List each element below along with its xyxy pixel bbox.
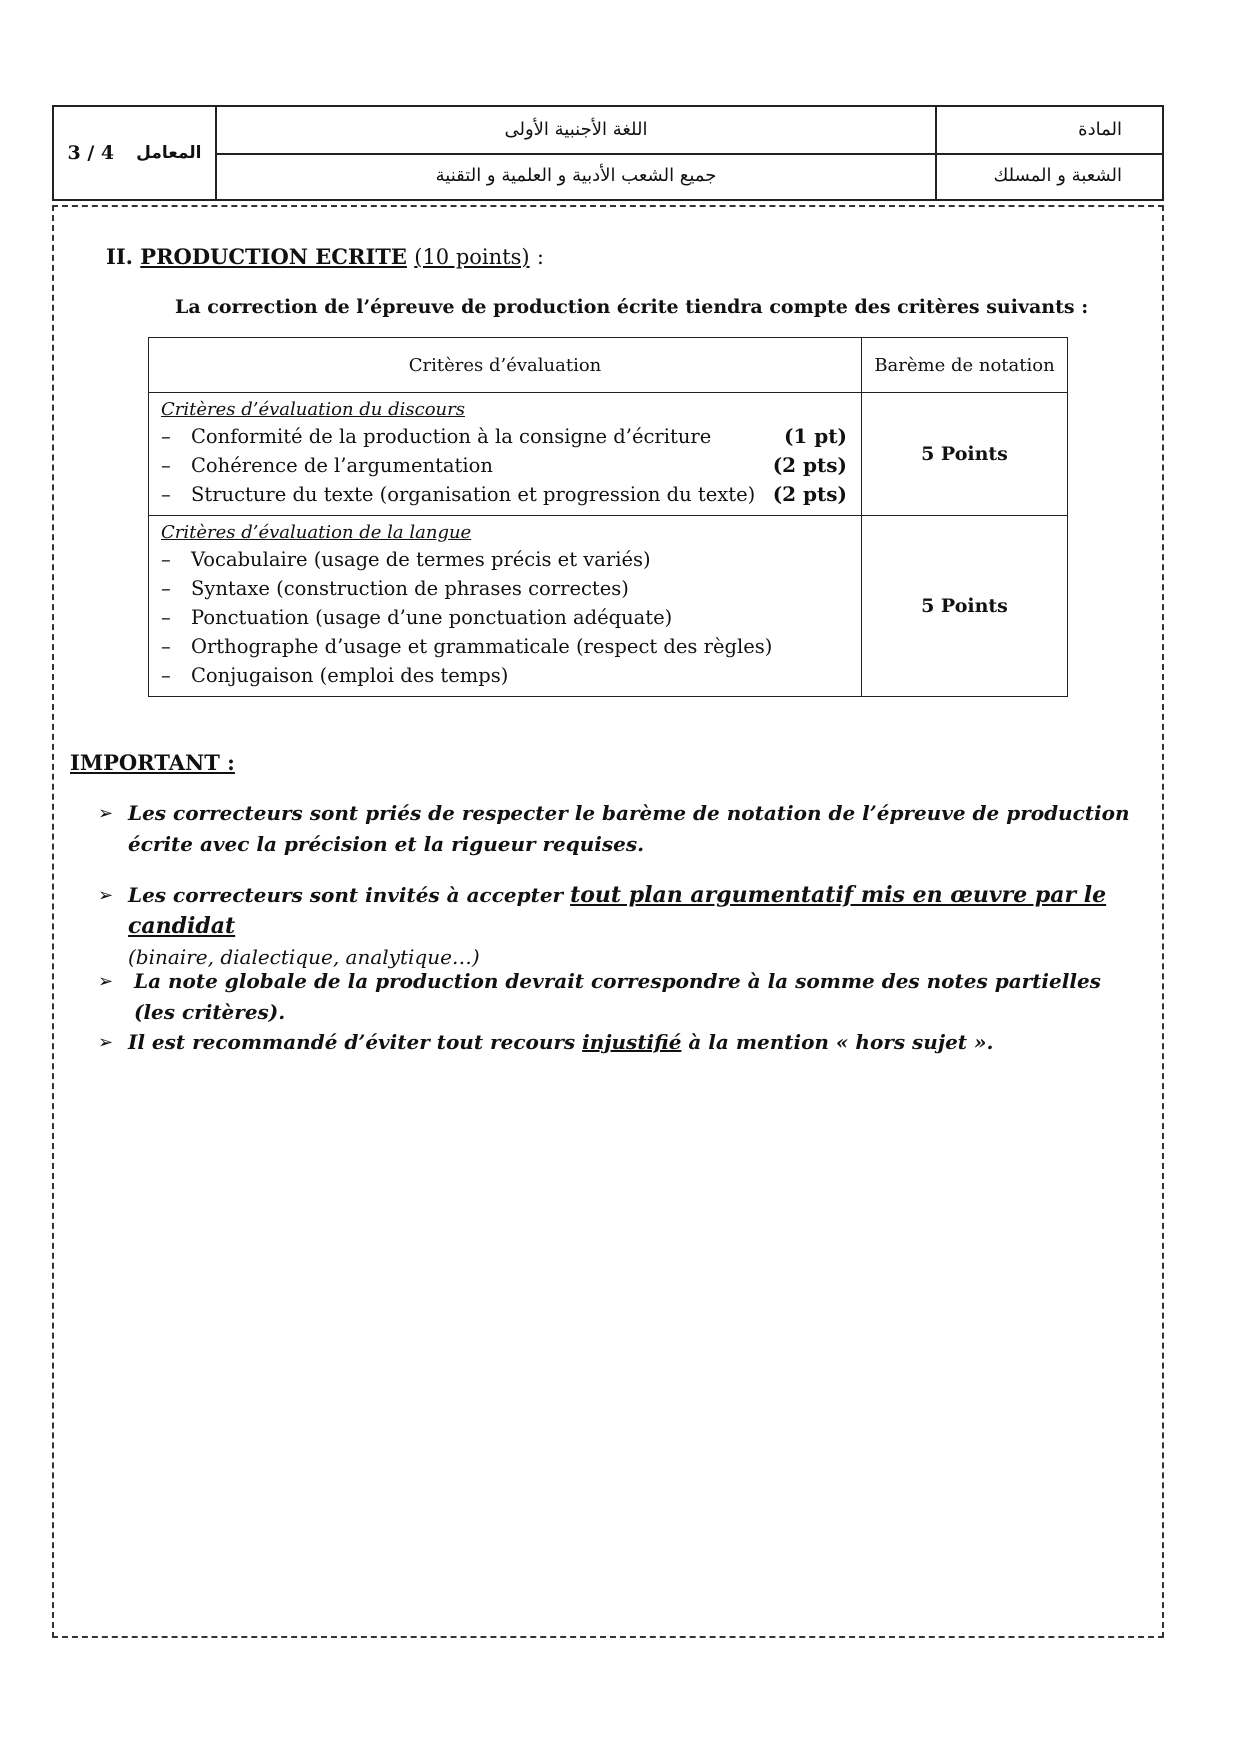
list-item: – Conformité de la production à la consigne d’écriture (1 pt) bbox=[161, 422, 853, 451]
list-item: – Conjugaison (emploi des temps) bbox=[161, 661, 853, 690]
group-discourse bbox=[149, 393, 862, 516]
coefficient-label: المعامل bbox=[136, 143, 202, 163]
item-text: Cohérence de l’argumentation bbox=[191, 454, 493, 477]
note-text-part: Les correcteurs sont invités à accepter bbox=[128, 883, 571, 907]
group-title: Critères d’évaluation de la langue bbox=[161, 522, 472, 543]
list-item: – Vocabulaire (usage de termes précis et variés) bbox=[161, 545, 853, 574]
note-text bbox=[98, 1027, 1138, 1058]
group-title: Critères d’évaluation du discours bbox=[161, 399, 465, 420]
item-text: Orthographe d’usage et grammaticale (respect des règles) bbox=[191, 635, 773, 658]
note-2 bbox=[98, 880, 1138, 973]
item-text: Syntaxe (construction de phrases correctes) bbox=[191, 577, 629, 600]
list-item: – Syntaxe (construction de phrases correctes) bbox=[161, 574, 853, 603]
coefficient-value: 3 / 4 bbox=[67, 142, 115, 164]
note-underlined: tout plan argumentatif mis en œuvre par le candidat bbox=[128, 882, 1107, 939]
list-item: – Cohérence de l’argumentation (2 pts) bbox=[161, 451, 853, 480]
subject-value: اللغة الأجنبية الأولى bbox=[504, 119, 648, 140]
stream-value: جميع الشعب الأدبية و العلمية و التقنية bbox=[435, 165, 717, 186]
item-score: (1 pt) bbox=[783, 424, 847, 448]
item-text: Conformité de la production à la consigne d’écriture bbox=[191, 425, 712, 448]
col-criteria: Critères d’évaluation bbox=[149, 338, 862, 393]
header-table bbox=[52, 105, 1164, 201]
list-item: – Ponctuation (usage d’une ponctuation adéquate) bbox=[161, 603, 853, 632]
table-row bbox=[149, 393, 1068, 516]
note-text: Les correcteurs sont priés de respecter le barème de notation de l’épreuve de production écrite avec la précision et la rigueur requises. bbox=[128, 801, 1130, 856]
item-score: (2 pts) bbox=[772, 453, 847, 477]
subject-label: المادة bbox=[1078, 119, 1122, 140]
section-intro: La correction de l’épreuve de production écrite tiendra compte des critères suivants : bbox=[175, 296, 1089, 318]
coefficient-cell bbox=[54, 107, 217, 199]
table-row bbox=[149, 516, 1068, 697]
criteria-table bbox=[148, 337, 1068, 697]
col-scale: Barème de notation bbox=[862, 338, 1068, 393]
section-name: PRODUCTION ECRITE bbox=[140, 244, 407, 269]
arrow-icon: ➢ bbox=[98, 1032, 114, 1053]
group-points: 5 Points bbox=[862, 393, 1068, 516]
group-language bbox=[149, 516, 862, 697]
item-text: Structure du texte (organisation et progression du texte) bbox=[191, 483, 756, 506]
header-labels bbox=[937, 107, 1162, 199]
list-item: – Structure du texte (organisation et progression du texte) (2 pts) bbox=[161, 480, 853, 509]
note-text-part: Il est recommandé d’éviter tout recours bbox=[128, 1030, 583, 1054]
item-text: Ponctuation (usage d’une ponctuation adéquate) bbox=[191, 606, 673, 629]
note-3 bbox=[98, 966, 1138, 1028]
section-points: (10 points) bbox=[414, 245, 530, 269]
item-text: Conjugaison (emploi des temps) bbox=[191, 664, 509, 687]
arrow-icon: ➢ bbox=[98, 885, 114, 906]
item-score: (2 pts) bbox=[772, 482, 847, 506]
header-values bbox=[217, 107, 937, 199]
note-text bbox=[98, 880, 1138, 973]
stream-label: الشعبة و المسلك bbox=[993, 165, 1122, 186]
group-points: 5 Points bbox=[862, 516, 1068, 697]
arrow-icon: ➢ bbox=[98, 803, 114, 824]
section-title bbox=[106, 244, 544, 269]
section-colon: : bbox=[536, 245, 544, 269]
table-header-row bbox=[149, 338, 1068, 393]
item-text: Vocabulaire (usage de termes précis et variés) bbox=[191, 548, 651, 571]
note-4 bbox=[98, 1027, 1138, 1058]
important-title: IMPORTANT : bbox=[70, 750, 235, 775]
list-item: – Orthographe d’usage et grammaticale (respect des règles) bbox=[161, 632, 853, 661]
note-text: La note globale de la production devrait correspondre à la somme des notes partielles (les critères). bbox=[134, 969, 1101, 1024]
note-text-part: à la mention « hors sujet ». bbox=[681, 1030, 994, 1054]
arrow-icon: ➢ bbox=[98, 971, 114, 992]
section-number: II. bbox=[106, 244, 133, 269]
note-subtext: (binaire, dialectique, analytique…) bbox=[128, 945, 480, 969]
note-underlined: injustifié bbox=[582, 1030, 682, 1054]
note-1 bbox=[98, 798, 1138, 860]
